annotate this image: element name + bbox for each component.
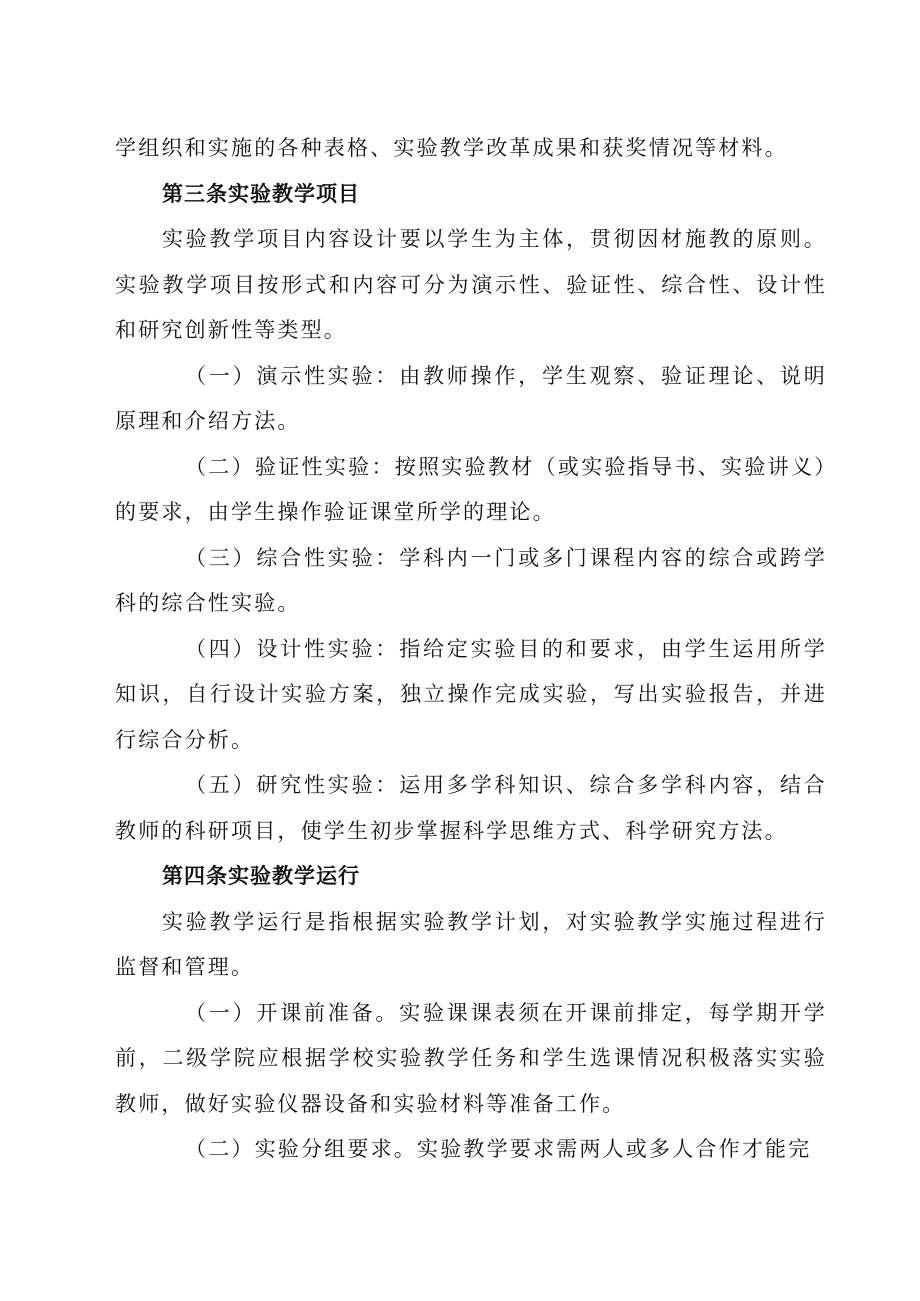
item-verification-experiment: （二）验证性实验：按照实验教材（或实验指导书、实验讲义）的要求，由学生操作验证课堂所学的理论。 (115, 454, 827, 524)
item-demonstration-experiment: （一）演示性实验：由教师操作，学生观察、验证理论、说明原理和介绍方法。 (115, 363, 827, 433)
paragraph-article-3-intro: 实验教学项目内容设计要以学生为主体，贯彻因材施教的原则。实验教学项目按形式和内容可分为演示性、验证性、综合性、设计性和研究创新性等类型。 (115, 227, 827, 342)
item-pre-course-preparation: （一）开课前准备。实验课课表须在开课前排定，每学期开学前，二级学院应根据学校实验教学任务和学生选课情况积极落实实验教师，做好实验仪器设备和实验材料等准备工作。 (115, 1000, 827, 1116)
item-comprehensive-experiment: （三）综合性实验：学科内一门或多门课程内容的综合或跨学科的综合性实验。 (115, 545, 827, 615)
item-design-experiment: （四）设计性实验：指给定实验目的和要求，由学生运用所学知识，自行设计实验方案，独立操作完成实验，写出实验报告，并进行综合分析。 (115, 636, 827, 752)
paragraph-continuation: 学组织和实施的各种表格、实验教学改革成果和获奖情况等材料。 (115, 136, 788, 160)
document-body (115, 126, 827, 1173)
article-heading-3: 第三条实验教学项目 (162, 181, 360, 206)
article-heading-4: 第四条实验教学运行 (162, 864, 360, 888)
paragraph-article-4-intro: 实验教学运行是指根据实验教学计划，对实验教学实施过程进行监督和管理。 (115, 909, 827, 979)
item-research-experiment: （五）研究性实验：运用多学科知识、综合多学科内容，结合教师的科研项目，使学生初步掌握科学思维方式、科学研究方法。 (115, 773, 827, 843)
item-grouping-requirements: （二）实验分组要求。实验教学要求需两人或多人合作才能完 (185, 1137, 812, 1161)
